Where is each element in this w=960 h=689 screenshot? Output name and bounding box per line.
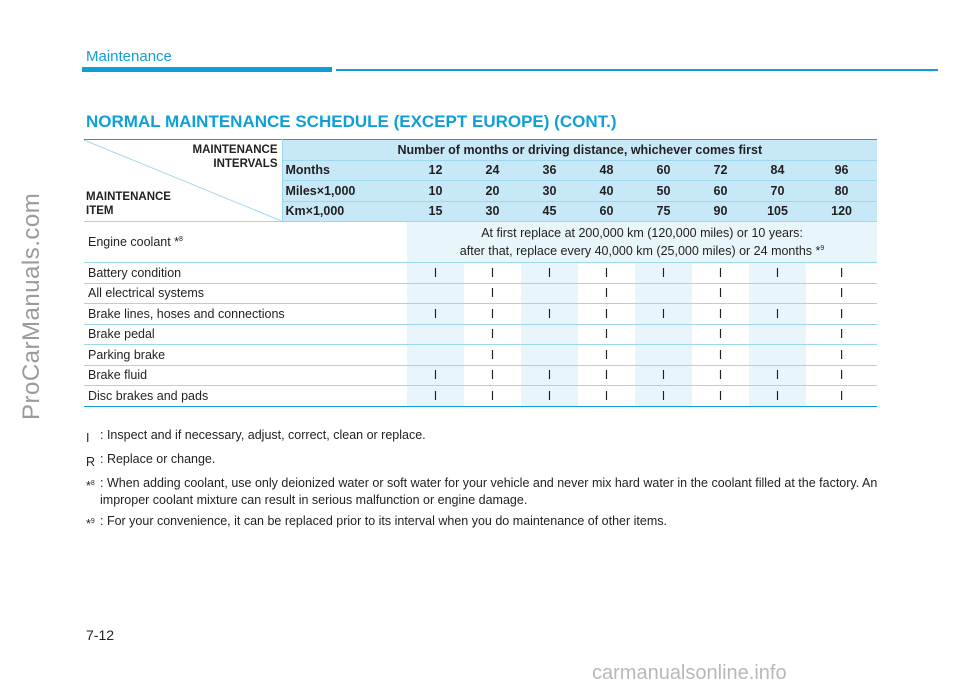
schedule-cell: I [806, 324, 877, 345]
legend-key-sup: 8 [90, 480, 95, 488]
schedule-cell: I [578, 324, 635, 345]
row-item-label: Brake pedal [84, 324, 407, 345]
legend-key-sup: 9 [90, 518, 95, 526]
schedule-cell: I [692, 345, 749, 366]
legend-item [86, 513, 878, 533]
table-row [84, 263, 877, 284]
legend-text: : For your convenience, it can be replaced prior to its interval when you do maintenance of other items. [100, 514, 667, 529]
legend-key [86, 451, 100, 471]
coolant-interval-note [407, 222, 877, 263]
schedule-cell: I [578, 386, 635, 407]
page-title: NORMAL MAINTENANCE SCHEDULE (EXCEPT EUROPE) (CONT.) [86, 112, 617, 131]
schedule-cell [407, 283, 464, 304]
months-cell: 24 [464, 160, 521, 181]
legend-key-symbol: * [86, 479, 91, 494]
schedule-cell: I [806, 263, 877, 284]
months-label: Months [282, 160, 407, 181]
schedule-cell [635, 345, 692, 366]
coolant-note-footnote-ref: 9 [820, 245, 825, 252]
table-row [84, 386, 877, 407]
schedule-cell [521, 345, 578, 366]
miles-cell: 80 [806, 181, 877, 202]
km-cell: 120 [806, 201, 877, 222]
legend-item [86, 475, 878, 509]
schedule-cell [521, 283, 578, 304]
interval-caption: Number of months or driving distance, whichever comes first [282, 140, 877, 161]
months-cell: 84 [749, 160, 806, 181]
km-cell: 90 [692, 201, 749, 222]
schedule-cell [407, 324, 464, 345]
miles-cell: 30 [521, 181, 578, 202]
miles-cell: 40 [578, 181, 635, 202]
table-row [84, 283, 877, 304]
schedule-cell: I [635, 304, 692, 325]
section-rule-thin [336, 69, 938, 71]
legend-key [86, 427, 100, 447]
schedule-cell: I [464, 324, 521, 345]
table-row [84, 324, 877, 345]
schedule-cell: I [464, 365, 521, 386]
legend [86, 427, 878, 537]
legend-key [86, 513, 100, 533]
coolant-note-line1: At first replace at 200,000 km (120,000 miles) or 10 years: [481, 226, 803, 240]
schedule-cell: I [578, 345, 635, 366]
table-row [84, 304, 877, 325]
schedule-cell: I [407, 365, 464, 386]
schedule-cell: I [692, 386, 749, 407]
months-cell: 36 [521, 160, 578, 181]
schedule-cell: I [521, 263, 578, 284]
page-number: 7-12 [86, 627, 115, 643]
table-row [84, 365, 877, 386]
legend-text: : Inspect and if necessary, adjust, correct, clean or replace. [100, 428, 426, 442]
schedule-cell: I [521, 304, 578, 325]
months-cell: 12 [407, 160, 464, 181]
table-row [84, 222, 877, 263]
km-cell: 105 [749, 201, 806, 222]
schedule-cell [749, 324, 806, 345]
row-item-label [84, 222, 407, 263]
schedule-cell: I [635, 386, 692, 407]
miles-cell: 60 [692, 181, 749, 202]
km-cell: 45 [521, 201, 578, 222]
months-cell: 60 [635, 160, 692, 181]
km-cell: 15 [407, 201, 464, 222]
schedule-cell: I [407, 304, 464, 325]
schedule-cell: I [521, 365, 578, 386]
schedule-cell: I [806, 386, 877, 407]
legend-key-symbol: * [86, 517, 91, 532]
schedule-cell [635, 283, 692, 304]
km-label: Km×1,000 [282, 201, 407, 222]
side-watermark: ProCarManuals.com [18, 192, 45, 420]
schedule-cell [749, 283, 806, 304]
miles-cell: 50 [635, 181, 692, 202]
legend-item [86, 427, 878, 447]
km-cell: 30 [464, 201, 521, 222]
schedule-cell: I [692, 263, 749, 284]
schedule-cell: I [635, 263, 692, 284]
row-item-label: Battery condition [84, 263, 407, 284]
months-cell: 96 [806, 160, 877, 181]
corner-item-label: MAINTENANCE ITEM [86, 191, 171, 217]
schedule-cell: I [464, 263, 521, 284]
row-item-label: Parking brake [84, 345, 407, 366]
coolant-note-line2-wrap [407, 241, 877, 259]
km-cell: 60 [578, 201, 635, 222]
legend-key [86, 475, 100, 509]
miles-cell: 20 [464, 181, 521, 202]
schedule-cell: I [749, 304, 806, 325]
months-cell: 48 [578, 160, 635, 181]
legend-item [86, 451, 878, 471]
schedule-cell [521, 324, 578, 345]
schedule-cell: I [749, 263, 806, 284]
section-label: Maintenance [86, 48, 172, 65]
miles-cell: 70 [749, 181, 806, 202]
table-corner-header [84, 140, 282, 222]
schedule-cell: I [749, 386, 806, 407]
schedule-cell: I [692, 304, 749, 325]
schedule-cell: I [407, 263, 464, 284]
schedule-cell [749, 345, 806, 366]
legend-text: : When adding coolant, use only deionized water or soft water for your vehicle and never mix hard water in the coolant filled at the factory. An improper coolant mixture can result in serious malfunction or engine damage. [100, 476, 878, 508]
schedule-cell: I [749, 365, 806, 386]
section-rule-thick [82, 67, 332, 72]
schedule-cell: I [806, 365, 877, 386]
schedule-cell: I [407, 386, 464, 407]
schedule-cell: I [635, 365, 692, 386]
row-item-label: Disc brakes and pads [84, 386, 407, 407]
maintenance-schedule-table [84, 139, 877, 407]
bottom-watermark: carmanualsonline.info [592, 662, 787, 684]
schedule-cell: I [464, 386, 521, 407]
months-cell: 72 [692, 160, 749, 181]
schedule-cell: I [578, 365, 635, 386]
schedule-cell: I [521, 386, 578, 407]
schedule-cell: I [692, 324, 749, 345]
row-item-label: Brake lines, hoses and connections [84, 304, 407, 325]
miles-label: Miles×1,000 [282, 181, 407, 202]
row-item-label: All electrical systems [84, 283, 407, 304]
schedule-cell: I [464, 304, 521, 325]
legend-key-symbol: I [86, 431, 90, 446]
coolant-item-text: Engine coolant * [88, 235, 180, 250]
coolant-note-line2: after that, replace every 40,000 km (25,000 miles) or 24 months * [459, 244, 821, 259]
schedule-cell [407, 345, 464, 366]
schedule-cell: I [806, 283, 877, 304]
schedule-cell: I [692, 365, 749, 386]
legend-key-symbol: R [86, 455, 96, 470]
corner-intervals-label: MAINTENANCE INTERVALS [192, 144, 278, 170]
schedule-cell: I [578, 263, 635, 284]
row-item-label: Brake fluid [84, 365, 407, 386]
legend-text: : Replace or change. [100, 452, 216, 467]
miles-cell: 10 [407, 181, 464, 202]
schedule-cell: I [578, 304, 635, 325]
km-cell: 75 [635, 201, 692, 222]
schedule-cell: I [464, 345, 521, 366]
schedule-cell: I [578, 283, 635, 304]
schedule-cell: I [692, 283, 749, 304]
schedule-cell [635, 324, 692, 345]
schedule-cell: I [806, 304, 877, 325]
coolant-item-footnote-ref: 8 [179, 235, 183, 243]
schedule-cell: I [806, 345, 877, 366]
schedule-cell: I [464, 283, 521, 304]
table-row [84, 345, 877, 366]
